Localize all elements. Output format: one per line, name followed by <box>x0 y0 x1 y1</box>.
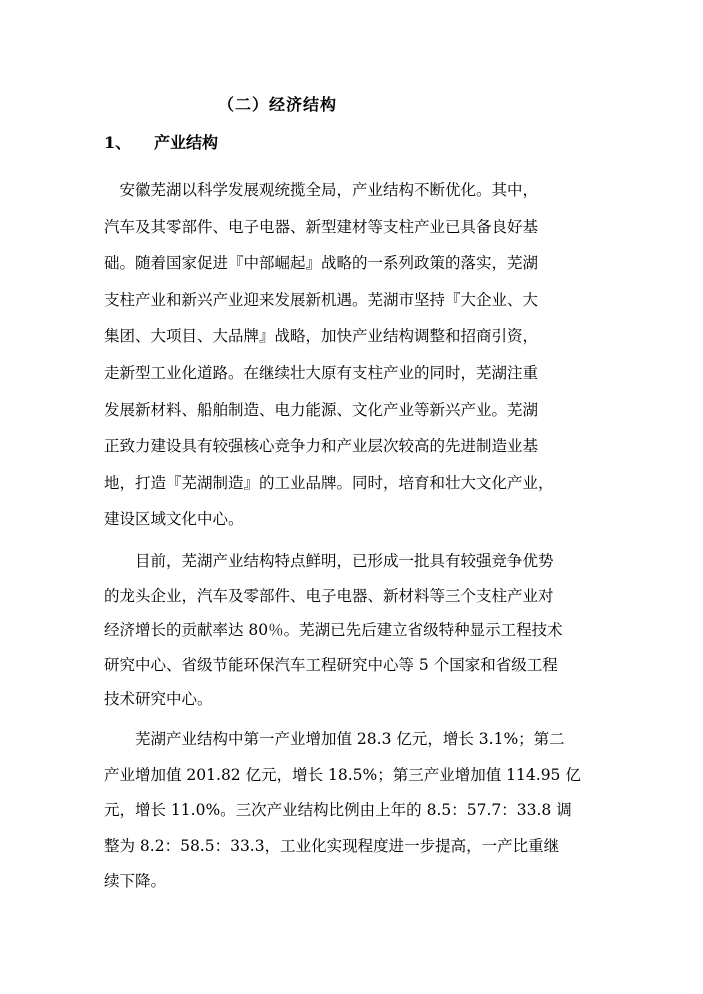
paragraph-line: 安徽芜湖以科学发展观统揽全局，产业结构不断优化。其中， <box>104 181 539 199</box>
paragraph-line: 产业增加值 201.82 亿元，增长 18.5%；第三产业增加值 114.95 亿 <box>104 765 581 784</box>
subheading-number: 1、 <box>104 133 132 152</box>
paragraph-industry-features <box>104 544 584 717</box>
subheading <box>104 130 218 153</box>
paragraph-industry-statistics <box>104 722 584 900</box>
subheading-title: 产业结构 <box>154 133 219 152</box>
paragraph-line: 研究中心、省级节能环保汽车工程研究中心等 5 个国家和省级工程 <box>104 655 558 674</box>
paragraph-industry-overview <box>104 172 584 538</box>
paragraph-line: 汽车及其零部件、电子电器、新型建材等支柱产业已具备良好基 <box>104 217 539 236</box>
paragraph-line: 地，打造『芜湖制造』的工业品牌。同时，培育和壮大文化产业， <box>104 473 554 492</box>
paragraph-line: 集团、大项目、大品牌』战略，加快产业结构调整和招商引资， <box>104 327 539 346</box>
paragraph-line: 础。随着国家促进『中部崛起』战略的一系列政策的落实，芜湖 <box>104 254 539 273</box>
paragraph-line: 发展新材料、船舶制造、电力能源、文化产业等新兴产业。芜湖 <box>104 400 539 419</box>
paragraph-line: 经济增长的贡献率达 80％。芜湖已先后建立省级特种显示工程技术 <box>104 621 563 639</box>
paragraph-line: 元，增长 11.0%。三次产业结构比例由上年的 8.5：57.7：33.8 调 <box>104 801 572 820</box>
paragraph-line: 续下降。 <box>104 872 167 891</box>
paragraph-line: 的龙头企业，汽车及零部件、电子电器、新材料等三个支柱产业对 <box>104 586 554 605</box>
paragraph-line: 整为 8.2：58.5：33.3，工业化实现程度进一步提高，一产比重继 <box>104 836 560 855</box>
paragraph-line: 支柱产业和新兴产业迎来发展新机遇。芜湖市坚持『大企业、大 <box>104 290 539 309</box>
paragraph-line: 技术研究中心。 <box>104 690 213 708</box>
paragraph-line: 建设区域文化中心。 <box>104 510 244 529</box>
paragraph-line: 芜湖产业结构中第一产业增加值 28.3 亿元，增长 3.1%；第二 <box>104 730 565 748</box>
paragraph-line: 走新型工业化道路。在继续壮大原有支柱产业的同时，芜湖注重 <box>104 363 539 382</box>
paragraph-line: 目前，芜湖产业结构特点鲜明，已形成一批具有较强竞争优势 <box>104 552 554 570</box>
paragraph-line: 正致力建设具有较强核心竞争力和产业层次较高的先进制造业基 <box>104 437 539 456</box>
section-heading: （二）经济结构 <box>218 95 338 114</box>
